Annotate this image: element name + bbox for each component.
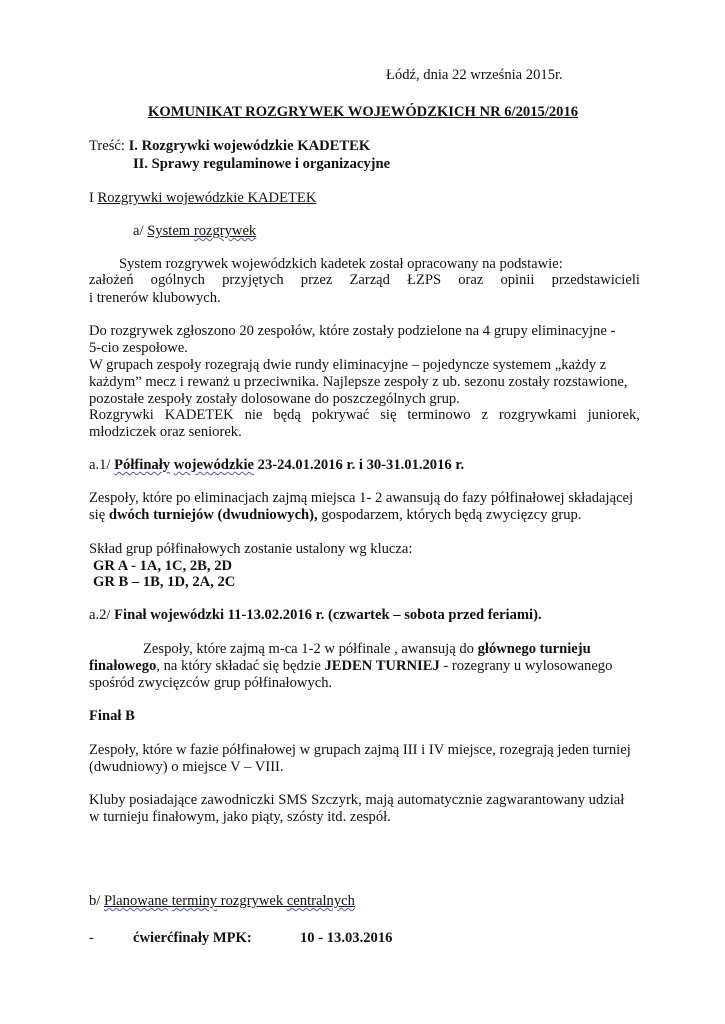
document-title: KOMUNIKAT ROZGRYWEK WOJEWÓDZKICH NR 6/2015/2016 — [148, 104, 579, 120]
groups-intro: Skład grup półfinałowych zostanie ustalony wg klucza: — [89, 541, 413, 557]
system-p1-line1: System rozgrywek wojewódzkich kadetek został opracowany na podstawie: — [119, 256, 563, 272]
contents-label: Treść: — [89, 138, 129, 154]
system-p2-line1: Do rozgrywek zgłoszono 20 zespołów, które zostały podzielone na 4 grupy eliminacyjne - — [89, 323, 616, 339]
section-title: Rozgrywki wojewódzkie KADETEK — [97, 190, 317, 206]
semifinal-label-pre: Półfinały — [114, 457, 171, 473]
final-label: Finał wojewódzki 11-13.02.2016 r. (czwartek – sobota przed feriami). — [114, 607, 542, 623]
system-p1-line2: założeń ogólnych przyjętych przez Zarząd ŁZPS oraz opinii przedstawicieli — [89, 272, 640, 288]
system-p4-line1: Rozgrywki KADETEK nie będą pokrywać się terminowo z rozgrywkami juniorek, — [89, 407, 640, 423]
system-p3-line3: pozostałe zespoły zostały dolosowane do poszczególnych grup. — [89, 391, 460, 407]
system-p4-line2: młodziczek oraz seniorek. — [89, 424, 242, 440]
final-b-p1-line2: (dwudniowy) o miejsce V – VIII. — [89, 759, 284, 775]
contents-item-1: I. Rozgrywki wojewódzkie KADETEK — [128, 138, 371, 154]
central-heading — [89, 892, 355, 910]
final-prefix: a.2/ — [89, 607, 115, 623]
date-line: Łódź, dnia 22 września 2015r. — [386, 67, 563, 83]
central-title: Planowane terminy rozgrywek centralnych — [104, 893, 355, 909]
contents-item-2: II. Sprawy regulaminowe i organizacyjne — [133, 156, 391, 172]
central-item-label: ćwierćfinały MPK: — [133, 930, 252, 946]
final-heading — [89, 606, 542, 624]
final-b-p2-line2: w turnieju finałowym, jako piąty, szósty itd. zespół. — [89, 809, 391, 825]
final-b-heading: Finał B — [89, 708, 135, 724]
semifinal-p1-line2: się dwóch turniejów (dwudniowych), gospodarzem, których będą zwycięzcy grup. — [89, 507, 582, 523]
final-p1-line2: finałowego, na który składać się będzie JEDEN TURNIEJ - rozegrany u wylosowanego — [89, 658, 613, 674]
section-prefix: I — [89, 190, 98, 206]
system-title: System rozgrywek — [147, 223, 257, 239]
system-p2-line2: 5-cio zespołowe. — [89, 340, 188, 356]
semifinal-prefix: a.1/ — [89, 457, 115, 473]
system-p1-line3: i trenerów klubowych. — [89, 290, 221, 306]
central-item-dash: - — [89, 930, 94, 946]
contents-line-1 — [89, 137, 370, 155]
semifinal-label-post: wojewódzkie — [173, 457, 255, 473]
section-heading — [89, 189, 316, 207]
central-item-dates: 10 - 13.03.2016 — [300, 930, 393, 946]
semifinal-dates: 23-24.01.2016 r. i 30-31.01.2016 r. — [254, 457, 465, 473]
system-p3-line2: każdym” mecz i rewanż u przeciwnika. Najlepsze zespoły z ub. sezonu zostały rozstawione, — [89, 374, 628, 390]
final-b-p2-line1: Kluby posiadające zawodniczki SMS Szczyrk, mają automatycznie zagwarantowany udział — [89, 792, 625, 808]
central-prefix: b/ — [89, 893, 104, 909]
final-b-p1-line1: Zespoły, które w fazie półfinałowej w grupach zajmą III i IV miejsce, rozegrają jeden turniej — [89, 742, 631, 758]
system-prefix: a/ — [133, 223, 148, 239]
group-b: GR B – 1B, 1D, 2A, 2C — [93, 574, 236, 590]
system-p3-line1: W grupach zespoły rozegrają dwie rundy eliminacyjne – pojedyncze systemem „każdy z — [89, 357, 607, 373]
system-heading — [133, 222, 256, 240]
group-a: GR A - 1A, 1C, 2B, 2D — [93, 558, 233, 574]
semifinal-p1-line1: Zespoły, które po eliminacjach zajmą miejsca 1- 2 awansują do fazy półfinałowej składającej — [89, 490, 634, 506]
semifinal-heading — [89, 456, 464, 474]
final-p1-line3: spośród zwycięzców grup półfinałowych. — [89, 675, 333, 691]
final-p1-line1: Zespoły, które zajmą m-ca 1-2 w półfinale , awansują do głównego turnieju — [143, 641, 591, 657]
